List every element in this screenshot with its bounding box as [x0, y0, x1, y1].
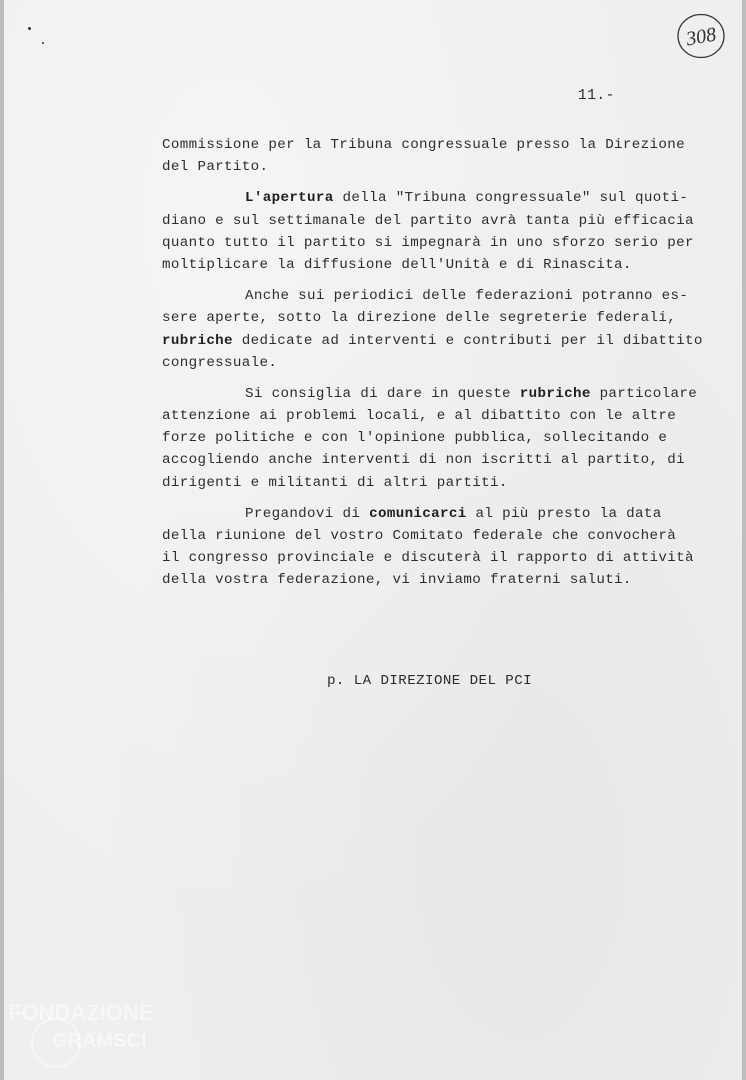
text-line [162, 569, 692, 591]
text-line [162, 134, 692, 156]
emphasized-word: L'apertura [245, 190, 334, 207]
text-line [162, 525, 692, 547]
stamp-number: 308 [684, 23, 718, 51]
text-run: Pregandovi di [245, 505, 370, 522]
text-run: diano e sul settimanale del partito avrà tanta più efficacia [162, 212, 694, 229]
text-line [162, 352, 692, 374]
text-run: particolare [590, 385, 698, 402]
paragraph [162, 285, 703, 374]
emphasized-word: rubriche [519, 385, 591, 402]
letter-body [162, 134, 703, 592]
paragraph-gap [162, 276, 692, 285]
text-run: sere aperte, sotto la direzione delle segreterie federali, [162, 310, 677, 327]
fondazione-gramsci-watermark [4, 995, 204, 1075]
text-run: dirigenti e militanti di altri partiti. [162, 474, 508, 491]
text-run: attenzione ai problemi locali, e al dibattito con le altre [162, 408, 677, 425]
text-run: accogliendo anche interventi di non iscritti al partito, di [162, 452, 685, 469]
text-line [162, 427, 692, 449]
text-line [162, 472, 692, 494]
paragraph [162, 503, 692, 592]
signature-line: p. LA DIREZIONE DEL PCI [327, 673, 533, 689]
emphasized-word: comunicarci [369, 505, 467, 522]
emphasized-word: rubriche [162, 332, 233, 349]
text-line [162, 156, 692, 178]
text-line [162, 330, 703, 352]
paragraph-gap [162, 374, 692, 383]
text-run: Si consiglia di dare in queste [245, 385, 520, 402]
watermark-line-1: FONDAZIONE [8, 1000, 154, 1025]
text-line [162, 405, 692, 427]
text-run: della "Tribuna congressuale" sul quoti- [333, 190, 689, 207]
text-run: Commissione per la Tribuna congressuale presso la Direzione [162, 137, 685, 153]
paragraph [162, 187, 692, 276]
text-line [162, 307, 692, 329]
text-run: Anche sui periodici delle federazioni potranno es- [245, 288, 689, 305]
text-line [162, 547, 692, 569]
text-run: della riunione del vostro Comitato federale che convocherà [162, 528, 677, 544]
text-line [162, 285, 692, 307]
text-line [162, 210, 692, 232]
paragraph [162, 134, 692, 178]
page-number: 11.- [578, 88, 615, 104]
archive-page-stamp [676, 12, 726, 60]
text-line [162, 383, 698, 405]
ink-speck [28, 27, 31, 30]
watermark-line-2: GRAMSCI [52, 1030, 147, 1052]
text-run: forze politiche e con l'opinione pubblica, sollecitando e [162, 430, 668, 447]
paragraph-gap [162, 494, 692, 503]
text-line [162, 254, 692, 276]
ink-speck [42, 42, 44, 44]
text-run: moltiplicare la diffusione dell'Unità e di Rinascita. [162, 256, 632, 273]
text-run: del Partito. [162, 159, 269, 176]
text-run: quanto tutto il partito si impegnarà in uno sforzo serio per [162, 234, 694, 251]
text-line [162, 449, 692, 471]
text-run: della vostra federazione, vi inviamo fraterni saluti. [162, 572, 632, 589]
text-run: il congresso provinciale e discuterà il rapporto di attività [162, 550, 694, 567]
text-line [162, 187, 692, 209]
text-run: al più presto la data [466, 505, 662, 522]
text-line [162, 232, 692, 254]
document-page [4, 0, 742, 1080]
text-line [162, 503, 692, 525]
text-run: congressuale. [162, 354, 278, 371]
text-run: dedicate ad interventi e contributi per il dibattito [232, 332, 703, 349]
paragraph [162, 383, 698, 494]
paragraph-gap [162, 178, 692, 187]
